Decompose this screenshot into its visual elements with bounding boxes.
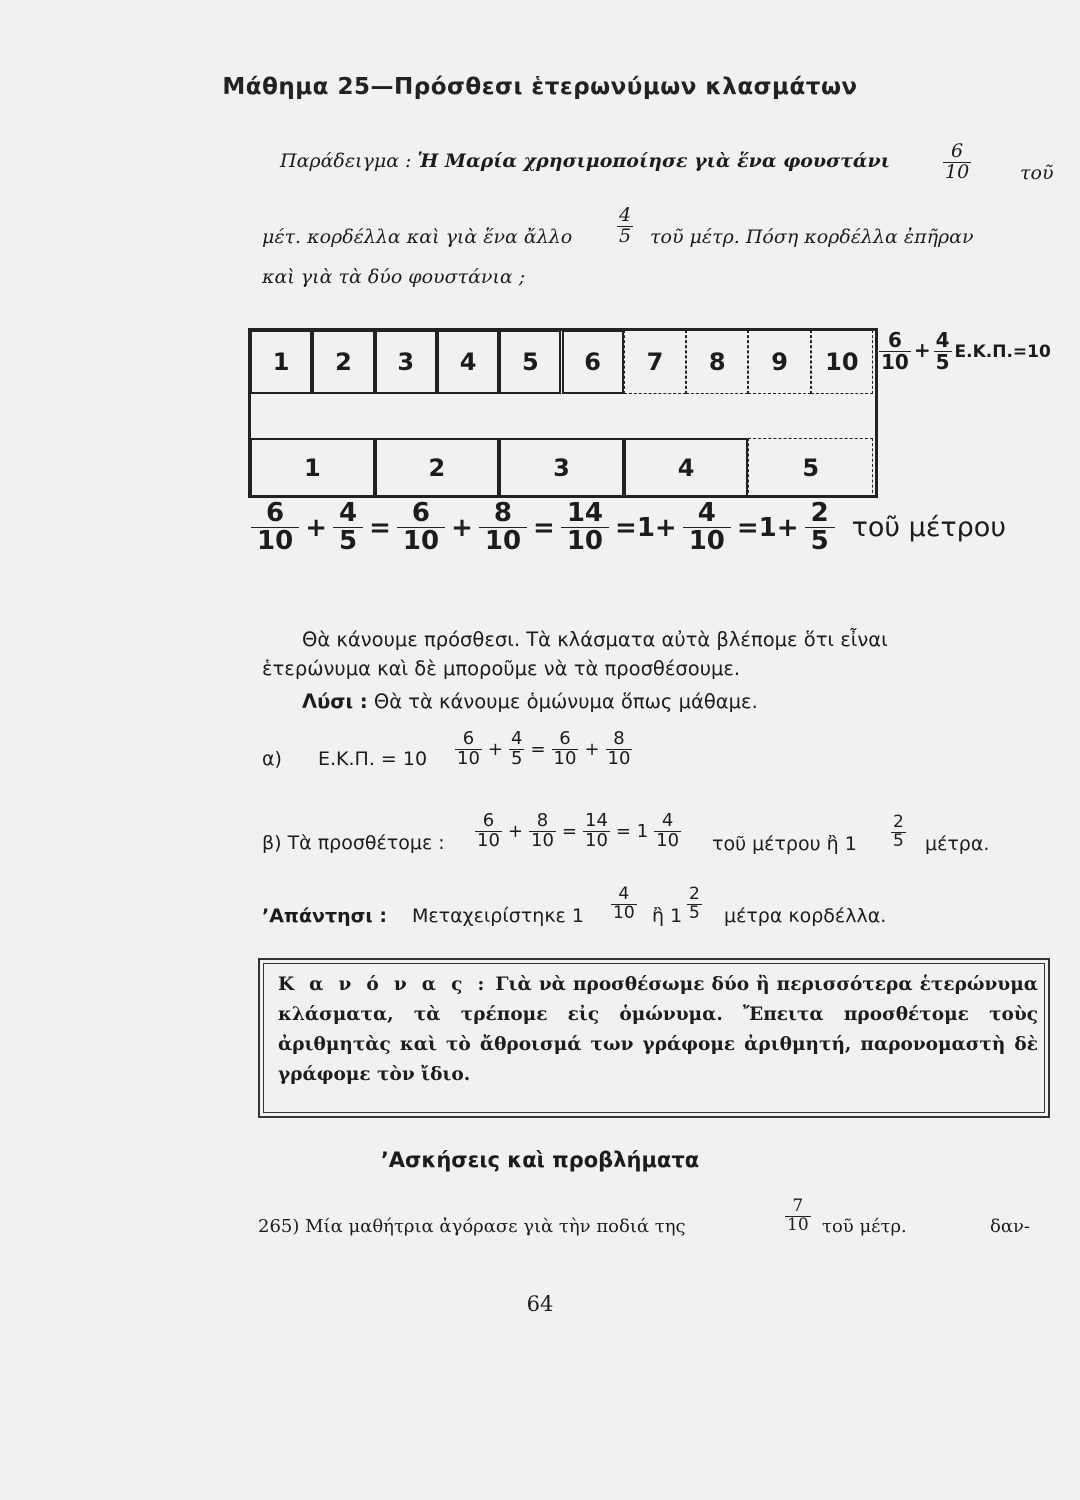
lesson-title: Μάθημα 25—Πρόσθεσι ἑτερωνύμων κλασμάτων <box>222 74 858 100</box>
answer-text-2: ἢ 1 <box>652 905 683 927</box>
exercise-265-frac: $\frac{7}{10}$ <box>787 1196 809 1235</box>
diagram-eq-op: = <box>533 512 555 543</box>
diagram-eq-op: + <box>305 512 327 543</box>
example-line-3: καὶ γιὰ τὰ δύο φουστάνια ; <box>262 266 526 288</box>
diagram-eq-op: = <box>369 512 391 543</box>
step-a-fraction: $\frac{8}{10}$ <box>607 728 631 769</box>
step-b-op: + <box>507 820 523 842</box>
fifth-cell-3: 3 <box>499 438 624 498</box>
answer-text-1: Μεταχειρίστηκε 1 <box>412 905 584 927</box>
example-line-2-start: μέτ. κορδέλλα καὶ γιὰ ἕνα ἄλλο <box>262 226 573 248</box>
tenth-cell-9: 9 <box>748 330 810 394</box>
step-b-label: β) Τὰ προσθέτομε : <box>262 832 445 854</box>
exercise-265-tail: δαν- <box>990 1216 1031 1237</box>
tenth-cell-2: 2 <box>312 330 374 394</box>
answer-text-3: μέτρα κορδέλλα. <box>724 905 887 927</box>
page-number: 64 <box>526 1292 554 1316</box>
exercise-265-end: τοῦ μέτρ. <box>822 1216 907 1237</box>
step-b-op: = 1 <box>615 820 649 842</box>
step-b-fraction: $\frac{6}{10}$ <box>477 810 500 851</box>
diagram-eq-tail: τοῦ μέτρου <box>851 512 1006 544</box>
diagram-eq-op: =1+ <box>736 512 799 543</box>
step-b-op: = <box>561 820 577 842</box>
tenth-cell-7: 7 <box>624 330 686 394</box>
diagram-eq-op: + <box>451 512 473 543</box>
step-a-fraction: $\frac{6}{10}$ <box>553 728 577 769</box>
exercise-265-text: 265) Μία μαθήτρια ἀγόρασε γιὰ τὴν ποδιά της <box>258 1216 686 1237</box>
tenth-cell-3: 3 <box>375 330 437 394</box>
diagram-equation <box>248 500 1006 556</box>
step-a-label: α) <box>262 748 282 770</box>
step-a-op: = <box>530 738 546 760</box>
solution-line: Λύσι : Θὰ τὰ κάνουμε ὁμώνυμα ὅπως μάθαμε. <box>302 690 758 713</box>
step-b-end: μέτρα. <box>925 833 990 855</box>
tenth-cell-4: 4 <box>437 330 499 394</box>
tenth-cell-6: 6 <box>562 330 624 394</box>
step-a-fraction: $\frac{4}{5}$ <box>511 728 523 769</box>
answer-frac-1: $\frac{4}{10}$ <box>613 884 635 923</box>
diagram-eq-fraction: $\frac{6}{10}$ <box>251 500 299 556</box>
diagram-eq-fraction: $\frac{2}{5}$ <box>805 500 835 556</box>
tenth-cell-8: 8 <box>686 330 748 394</box>
tenth-cell-5: 5 <box>499 330 561 394</box>
step-b-mid: τοῦ μέτρου ἢ 1 <box>712 833 857 855</box>
body-line-1: Θὰ κάνουμε πρόσθεσι. Τὰ κλάσματα αὐτὰ βλέπομε ὅτι εἶναι <box>302 628 888 651</box>
example-line-1: Παράδειγμα : Ἡ Μαρία χρησιμοποίησε γιὰ ἕνα φουστάνι <box>280 150 890 172</box>
fifth-cell-2: 2 <box>375 438 500 498</box>
step-a-text: Ε.Κ.Π. = 10 <box>318 748 428 770</box>
fifth-cell-5: 5 <box>748 438 873 498</box>
diagram-side-note: $\frac{6}{10}$ + $\frac{4}{5}$ Ε.Κ.Π.=10 <box>881 328 1051 374</box>
step-b-frac-end: $\frac{2}{5}$ <box>893 812 904 851</box>
step-a-op: + <box>584 738 600 760</box>
diagram-eq-fraction: $\frac{14}{10}$ <box>561 500 609 556</box>
tenth-cell-10: 10 <box>811 330 873 394</box>
diagram-eq-fraction: $\frac{6}{10}$ <box>397 500 445 556</box>
step-a-equation <box>452 730 635 769</box>
answer-label: ’Απάντησι : <box>262 905 388 927</box>
step-b-fraction: $\frac{4}{10}$ <box>656 810 680 851</box>
body-line-2: ἑτερώνυμα καὶ δὲ μποροῦμε νὰ τὰ προσθέσουμε. <box>262 657 741 680</box>
step-b-equation <box>472 812 684 851</box>
tenth-cell-1: 1 <box>250 330 312 394</box>
fifth-cell-1: 1 <box>250 438 375 498</box>
diagram-eq-fraction: $\frac{4}{5}$ <box>333 500 363 556</box>
diagram-eq-op: =1+ <box>615 512 677 543</box>
diagram-eq-fraction: $\frac{4}{10}$ <box>683 500 731 556</box>
rule-text: Κ α ν ό ν α ς : Γιὰ νὰ προσθέσωμε δύο ἢ περισσότερα ἑτερώνυμα κλάσματα, τὰ τρέπομε εἰς ὁμώνυμα. Ἔπειτα προσθέτομε τοὺς ἀριθμητὰς καὶ τὸ ἄθροισμά των γράφομε ἀριθμητή, παρονομαστὴ δὲ γράφομε τὸν ἴδιο. <box>278 974 1038 1085</box>
fifth-cell-4: 4 <box>624 438 749 498</box>
step-b-fraction: $\frac{8}{10}$ <box>531 810 554 851</box>
example-line-2-end: τοῦ μέτρ. Πόση κορδέλλα ἐπῆραν <box>650 226 974 248</box>
diagram-eq-fraction: $\frac{8}{10}$ <box>479 500 527 556</box>
step-a-fraction: $\frac{6}{10}$ <box>457 728 480 769</box>
example-line-1-end: τοῦ <box>1020 162 1054 184</box>
example-frac-1: $\frac{6}{10}$ <box>945 140 970 183</box>
example-frac-2: $\frac{4}{5}$ <box>619 204 632 247</box>
exercises-title: ’Ασκήσεις καὶ προβλήματα <box>380 1148 700 1172</box>
answer-frac-2: $\frac{2}{5}$ <box>689 884 700 923</box>
step-b-fraction: $\frac{14}{10}$ <box>585 810 608 851</box>
step-a-op: + <box>487 738 503 760</box>
